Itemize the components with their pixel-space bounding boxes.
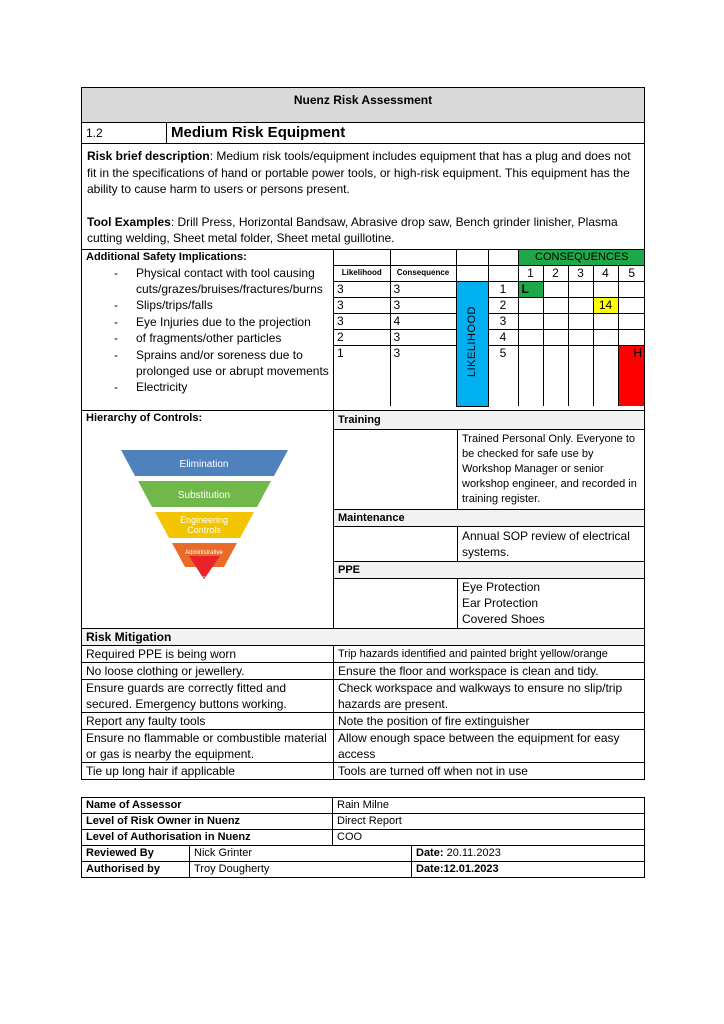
authorised-label: Authorised by xyxy=(82,862,190,878)
brief-text: : Medium risk tools/equipment includes equipment that has a plug and does not fit in the specifications of hand or portable power tools, or high-risk equipment. This equipment has the ability to cause harm to users or persons present. xyxy=(87,149,631,196)
score-consequence: 3 xyxy=(390,345,456,406)
matrix-cell-mid: 14 xyxy=(593,297,618,313)
safety-list xyxy=(86,265,329,396)
consequence-col-header: Consequence xyxy=(390,265,456,281)
score-consequence: 4 xyxy=(390,313,456,329)
score-consequence: 3 xyxy=(390,329,456,345)
training-text: Trained Personal Only. Everyone to be checked for safe use by Workshop Manager or senior workshop engineer, and recorded in training register. xyxy=(458,429,645,509)
assessor-label: Name of Assessor xyxy=(82,798,333,814)
likelihood-axis xyxy=(456,281,488,406)
owner-label: Level of Risk Owner in Nuenz xyxy=(82,814,333,830)
signoff-table xyxy=(81,797,645,878)
likelihood-col-header: Likelihood xyxy=(334,265,390,281)
controls-table xyxy=(81,410,645,629)
safety-item: - Electricity xyxy=(114,379,329,395)
pyramid-label: Administrative xyxy=(185,549,223,556)
pyramid-label: Elimination xyxy=(179,458,229,470)
authorised-value: Troy Dougherty xyxy=(190,862,412,878)
likelihood-number: 1 xyxy=(488,281,518,297)
mitigation-cell: Required PPE is being worn xyxy=(82,645,334,662)
section-title: Medium Risk Equipment xyxy=(167,123,645,144)
assessor-value: Rain Milne xyxy=(333,798,645,814)
table-row xyxy=(82,712,645,729)
score-likelihood: 2 xyxy=(334,329,390,345)
owner-value: Direct Report xyxy=(333,814,645,830)
hierarchy-pyramid xyxy=(116,432,316,582)
pyramid-label: PPE xyxy=(197,576,211,582)
mitigation-cell: No loose clothing or jewellery. xyxy=(82,662,334,679)
document-title: Nuenz Risk Assessment xyxy=(82,88,645,123)
matrix-cell-high: H xyxy=(618,345,645,406)
reviewed-label: Reviewed By xyxy=(82,846,190,862)
risk-mitigation-heading: Risk Mitigation xyxy=(82,628,645,645)
brief-label: Risk brief description xyxy=(87,149,210,163)
consequence-number: 2 xyxy=(543,265,568,281)
pyramid-level-ppe xyxy=(189,556,220,579)
training-heading: Training xyxy=(334,410,645,429)
mitigation-cell: Check workspace and walkways to ensure no slip/trip hazards are present. xyxy=(334,679,645,712)
maintenance-heading: Maintenance xyxy=(334,509,645,526)
ppe-list xyxy=(458,578,645,628)
pyramid-label: Controls xyxy=(187,524,221,535)
score-likelihood: 1 xyxy=(334,345,390,406)
ppe-item: Ear Protection xyxy=(462,595,539,610)
consequence-number: 5 xyxy=(618,265,645,281)
consequence-number: 1 xyxy=(518,265,543,281)
table-row xyxy=(82,762,645,779)
likelihood-number: 3 xyxy=(488,313,518,329)
ppe-item: Covered Shoes xyxy=(462,612,545,627)
safety-item: - Eye Injuries due to the projection xyxy=(114,314,329,330)
mitigation-cell: Allow enough space between the equipment for easy access xyxy=(334,729,645,762)
matrix-cell-low: L xyxy=(518,281,543,297)
safety-item: - Physical contact with tool causing cuts/grazes/bruises/fractures/burns xyxy=(114,265,329,298)
mitigation-cell: Ensure the floor and workspace is clean and tidy. xyxy=(334,662,645,679)
table-row xyxy=(82,729,645,762)
hierarchy-of-controls xyxy=(82,410,334,628)
mitigation-cell: Ensure no flammable or combustible material or gas is nearby the equipment. xyxy=(82,729,334,762)
safety-item: - Sprains and/or soreness due to prolonged use or abrupt movements xyxy=(114,347,329,380)
reviewed-date xyxy=(412,846,645,862)
safety-item: - of fragments/other particles xyxy=(114,330,329,346)
ppe-item: Eye Protection xyxy=(462,579,541,594)
reviewed-date-label: Date: xyxy=(416,847,444,859)
examples-text: : Drill Press, Horizontal Bandsaw, Abrasive drop saw, Bench grinder linisher, Plasma cutting welding, Sheet metal folder, Sheet metal guillotine. xyxy=(87,214,618,245)
authorised-date: Date:12.01.2023 xyxy=(412,862,645,878)
safety-item: - Slips/trips/falls xyxy=(114,297,329,313)
mitigation-cell: Tools are turned off when not in use xyxy=(334,762,645,779)
risk-assessment-document xyxy=(81,87,644,780)
table-row xyxy=(82,645,645,662)
consequences-header: CONSEQUENCES xyxy=(518,250,645,266)
score-likelihood: 3 xyxy=(334,281,390,297)
mitigation-cell: Tie up long hair if applicable xyxy=(82,762,334,779)
mitigation-cell: Ensure guards are correctly fitted and secured. Emergency buttons working. xyxy=(82,679,334,712)
reviewed-date-value: 20.11.2023 xyxy=(443,847,501,859)
score-consequence: 3 xyxy=(390,281,456,297)
assessment-table xyxy=(81,87,645,250)
maintenance-text: Annual SOP review of electrical systems. xyxy=(458,526,645,561)
safety-matrix-table xyxy=(81,249,645,411)
hierarchy-heading: Hierarchy of Controls: xyxy=(86,411,203,424)
examples-label: Tool Examples xyxy=(87,214,171,229)
likelihood-number: 5 xyxy=(488,345,518,406)
score-likelihood: 3 xyxy=(334,297,390,313)
authorisation-value: COO xyxy=(333,830,645,846)
risk-mitigation-table xyxy=(81,628,645,780)
safety-implications xyxy=(82,249,334,410)
risk-matrix-cell xyxy=(334,249,645,410)
pyramid-label: Substitution xyxy=(177,489,231,501)
table-row xyxy=(82,679,645,712)
table-row xyxy=(82,662,645,679)
pyramid-label: Engineering xyxy=(179,514,229,525)
consequence-number: 3 xyxy=(568,265,593,281)
score-consequence: 3 xyxy=(390,297,456,313)
likelihood-number: 2 xyxy=(488,297,518,313)
authorisation-label: Level of Authorisation in Nuenz xyxy=(82,830,333,846)
score-likelihood: 3 xyxy=(334,313,390,329)
risk-description xyxy=(82,144,645,250)
signoff-section xyxy=(81,797,644,878)
mitigation-cell: Report any faulty tools xyxy=(82,712,334,729)
likelihood-number: 4 xyxy=(488,329,518,345)
reviewed-value: Nick Grinter xyxy=(190,846,412,862)
risk-matrix xyxy=(334,250,645,407)
ppe-heading: PPE xyxy=(334,561,645,578)
likelihood-label: LIKELIHOOD xyxy=(465,305,478,378)
section-number: 1.2 xyxy=(82,123,167,144)
consequence-number: 4 xyxy=(593,265,618,281)
safety-heading: Additional Safety Implications: xyxy=(86,250,247,263)
mitigation-cell: Note the position of fire extinguisher xyxy=(334,712,645,729)
mitigation-cell: Trip hazards identified and painted bright yellow/orange xyxy=(334,645,645,662)
